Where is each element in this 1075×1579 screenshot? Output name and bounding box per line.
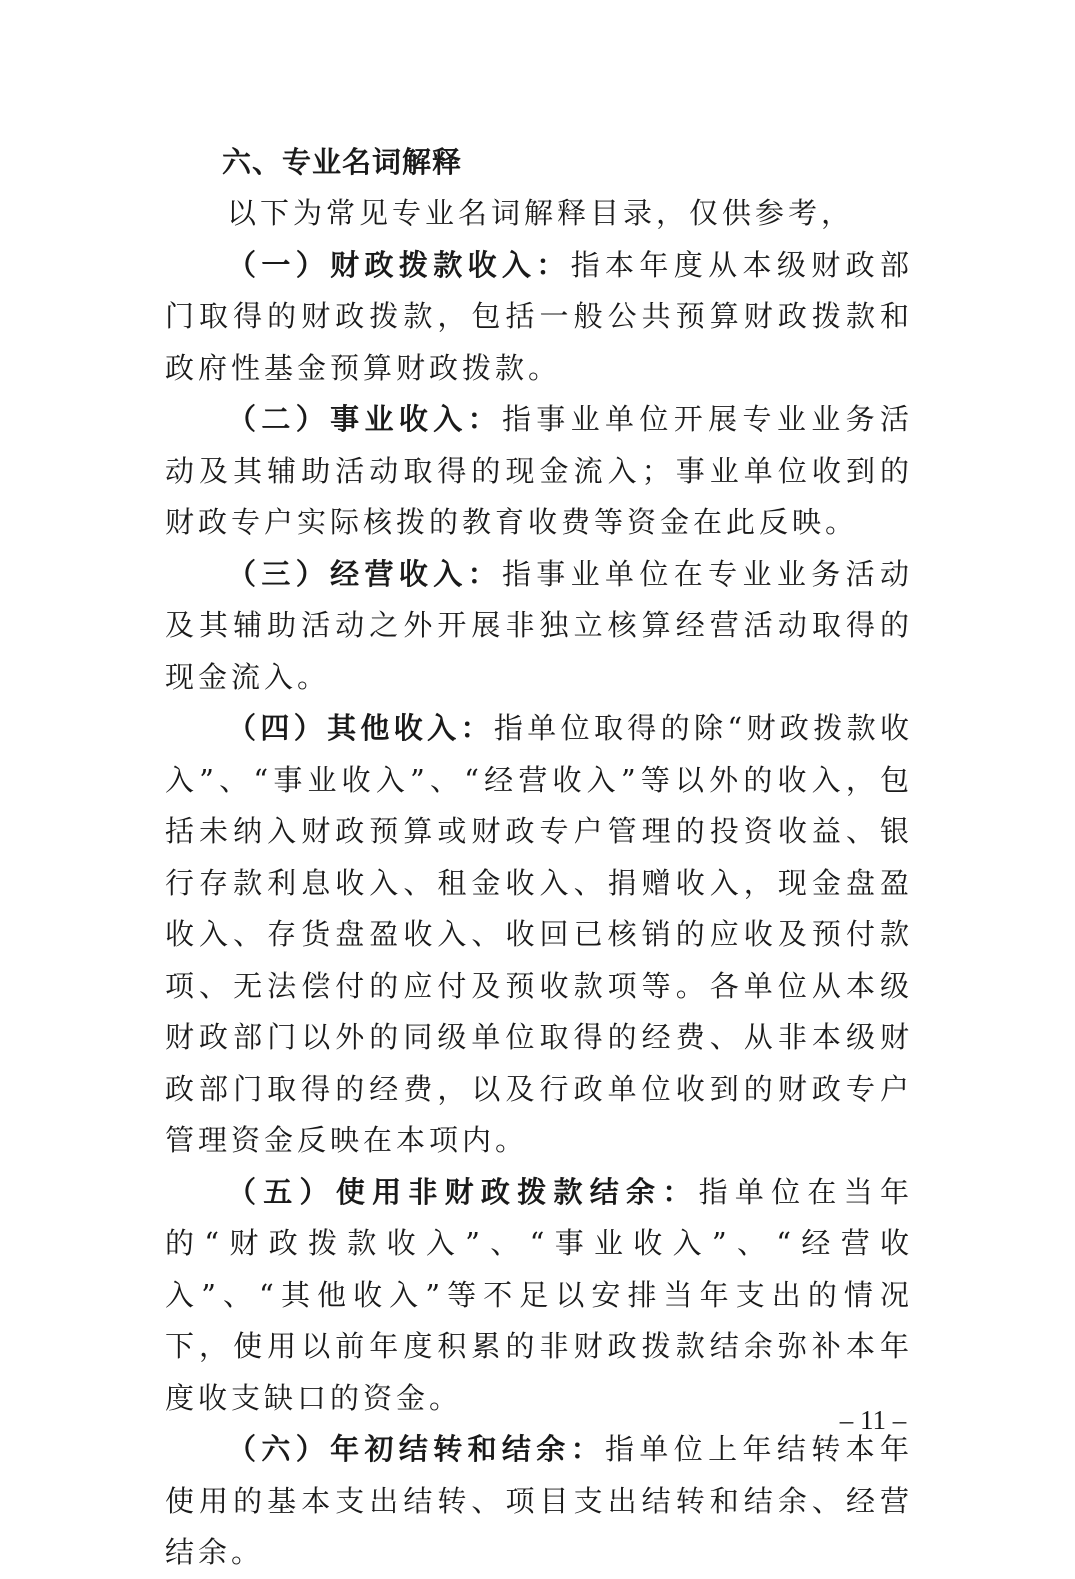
definition-term: （二）事业收入： — [227, 402, 502, 436]
definition-item-6 — [165, 1424, 913, 1579]
definition-term: （三）经营收入： — [227, 556, 502, 591]
definition-text: 指单位在当年的“财政拨款收入”、“事业收入”、“经营收入”、“其他收入”等不足以安排当年支出的情况下，使用以前年度积累的非财政拨款结余弥补本年度收支缺口的资金。 — [165, 1174, 913, 1415]
definition-item-5 — [165, 1167, 913, 1425]
page-number: – 11 – — [839, 1405, 907, 1435]
definition-item-2 — [165, 394, 913, 549]
definition-term: （一）财政拨款收入： — [227, 247, 571, 282]
definition-term: （四）其他收入： — [227, 711, 494, 745]
definition-text: 指单位取得的除“财政拨款收入”、“事业收入”、“经营收入”等以外的收入，包括未纳入财政预算或财政专户管理的投资收益、银行存款利息收入、租金收入、捐赠收入，现金盘盈收入、存货盘盈收入、收回已核销的应收及预付款项、无法偿付的应付及预收款项等。各单位从本级财政部门以外的同级单位取得的经费、从非本级财政部门取得的经费，以及行政单位收到的财政专户管理资金反映在本项内。 — [165, 711, 913, 1157]
definition-item-4 — [165, 703, 913, 1167]
definition-text: 指事业单位开展专业业务活动及其辅助活动取得的现金流入；事业单位收到的财政专户实际核拨的教育收费等资金在此反映。 — [165, 402, 913, 539]
definition-text: 指事业单位在专业业务活动及其辅助活动之外开展非独立核算经营活动取得的现金流入。 — [165, 556, 913, 694]
definition-term: （五）使用非财政拨款结余： — [227, 1174, 699, 1209]
definition-item-1 — [165, 240, 913, 395]
definition-text: 指单位上年结转本年使用的基本支出结转、项目支出结转和结余、经营结余。 — [165, 1432, 913, 1569]
definition-term: （六）年初结转和结余： — [227, 1432, 606, 1466]
document-page — [165, 136, 913, 1579]
section-intro: 以下为常见专业名词解释目录，仅供参考， — [227, 196, 855, 230]
section-title: 六、专业名词解释 — [222, 145, 463, 179]
definition-text: 指本年度从本级财政部门取得的财政拨款，包括一般公共预算财政拨款和政府性基金预算财政拨款。 — [165, 247, 913, 385]
definition-item-3 — [165, 549, 913, 704]
